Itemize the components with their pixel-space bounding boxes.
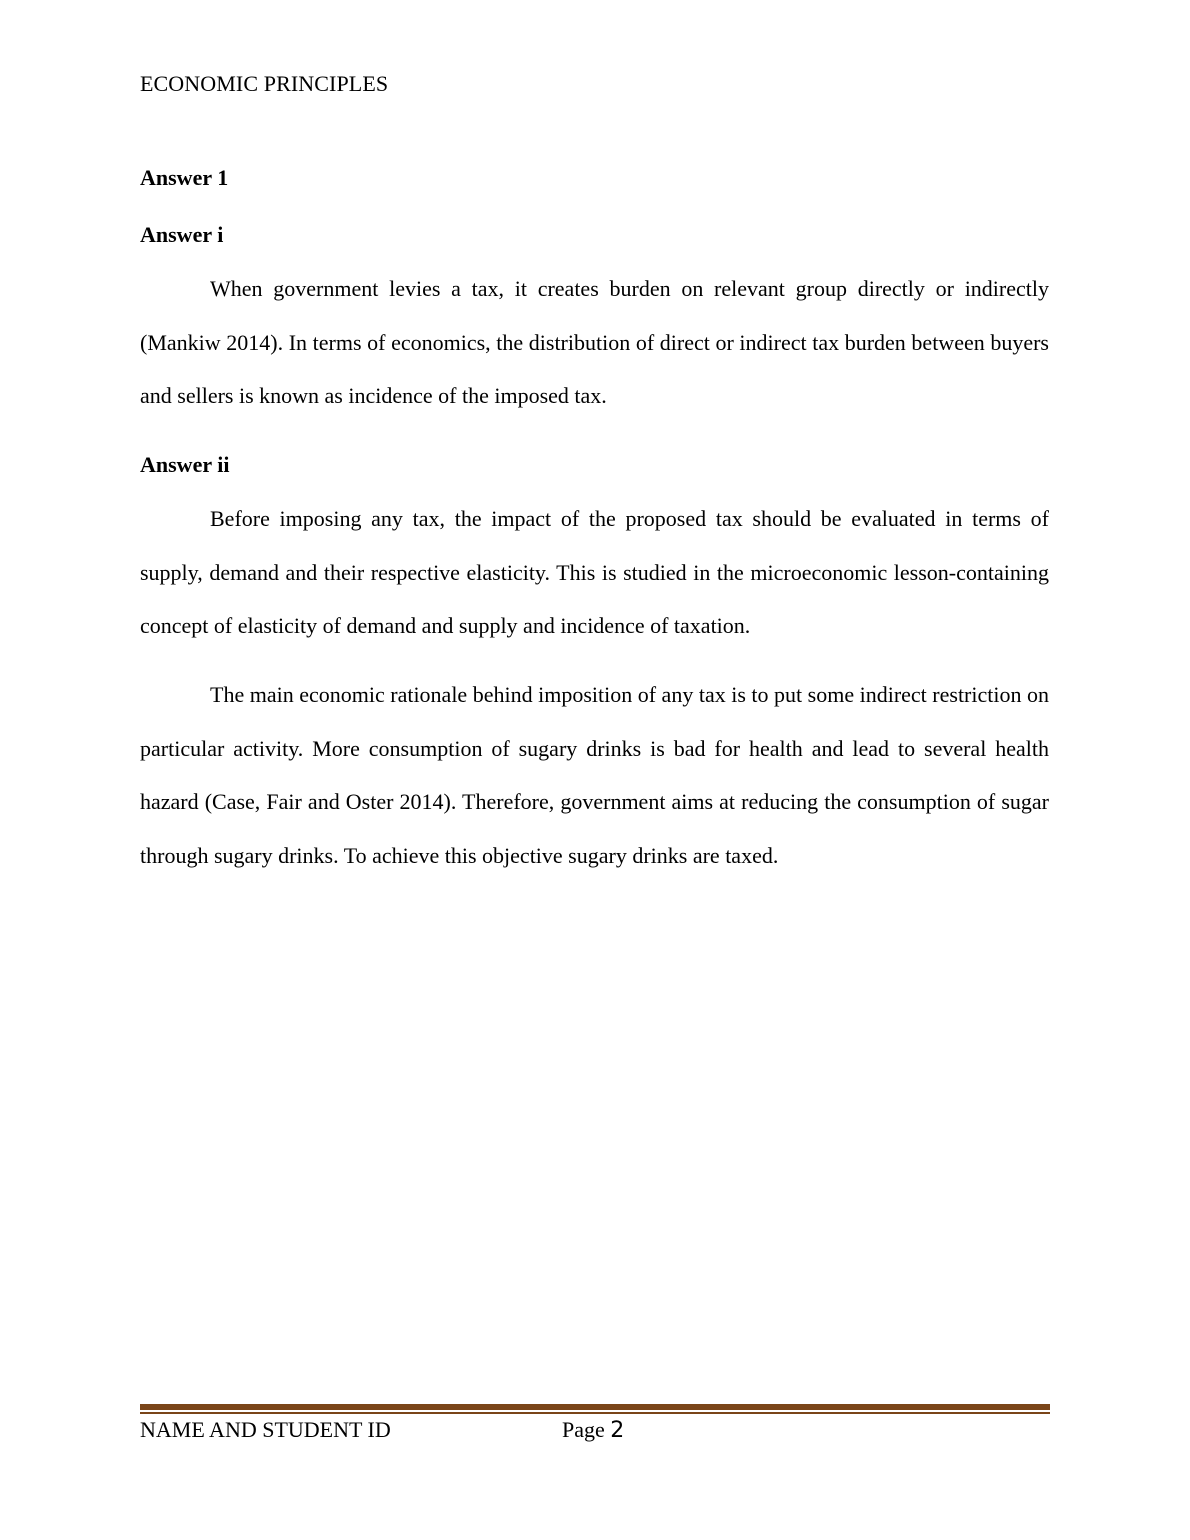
footer-divider-thick bbox=[140, 1404, 1050, 1410]
paragraph-answer-ii-2: The main economic rationale behind imposition of any tax is to put some indirect restriction on particular activity. More consumption of sugary drinks is bad for health and lead to several health hazard (Case, Fair and Oster 2014). Therefore, government aims at reducing the consumption of sugar through sugary drinks. To achieve this objective sugary drinks are taxed. bbox=[140, 682, 1049, 869]
footer-page-number: 2 bbox=[610, 1418, 625, 1443]
footer-name-student-id: NAME AND STUDENT ID bbox=[140, 1417, 391, 1442]
footer-divider-thin bbox=[140, 1412, 1050, 1414]
heading-answer-1: Answer 1 bbox=[140, 165, 229, 190]
running-header: ECONOMIC PRINCIPLES bbox=[140, 71, 389, 96]
footer-page-label: Page bbox=[562, 1417, 605, 1442]
footer-page bbox=[562, 1416, 624, 1445]
footer-divider bbox=[140, 1404, 1050, 1414]
heading-answer-ii: Answer ii bbox=[140, 452, 230, 477]
heading-answer-i: Answer i bbox=[140, 222, 224, 247]
paragraph-answer-ii-1: Before imposing any tax, the impact of the proposed tax should be evaluated in terms of supply, demand and their respective elasticity. This is studied in the microeconomic lesson-containing concept of elasticity of demand and supply and incidence of taxation. bbox=[140, 506, 1049, 639]
paragraph-answer-i: When government levies a tax, it creates burden on relevant group directly or indirectly (Mankiw 2014). In terms of economics, the distribution of direct or indirect tax burden between buyers and sellers is known as incidence of the imposed tax. bbox=[140, 276, 1049, 409]
